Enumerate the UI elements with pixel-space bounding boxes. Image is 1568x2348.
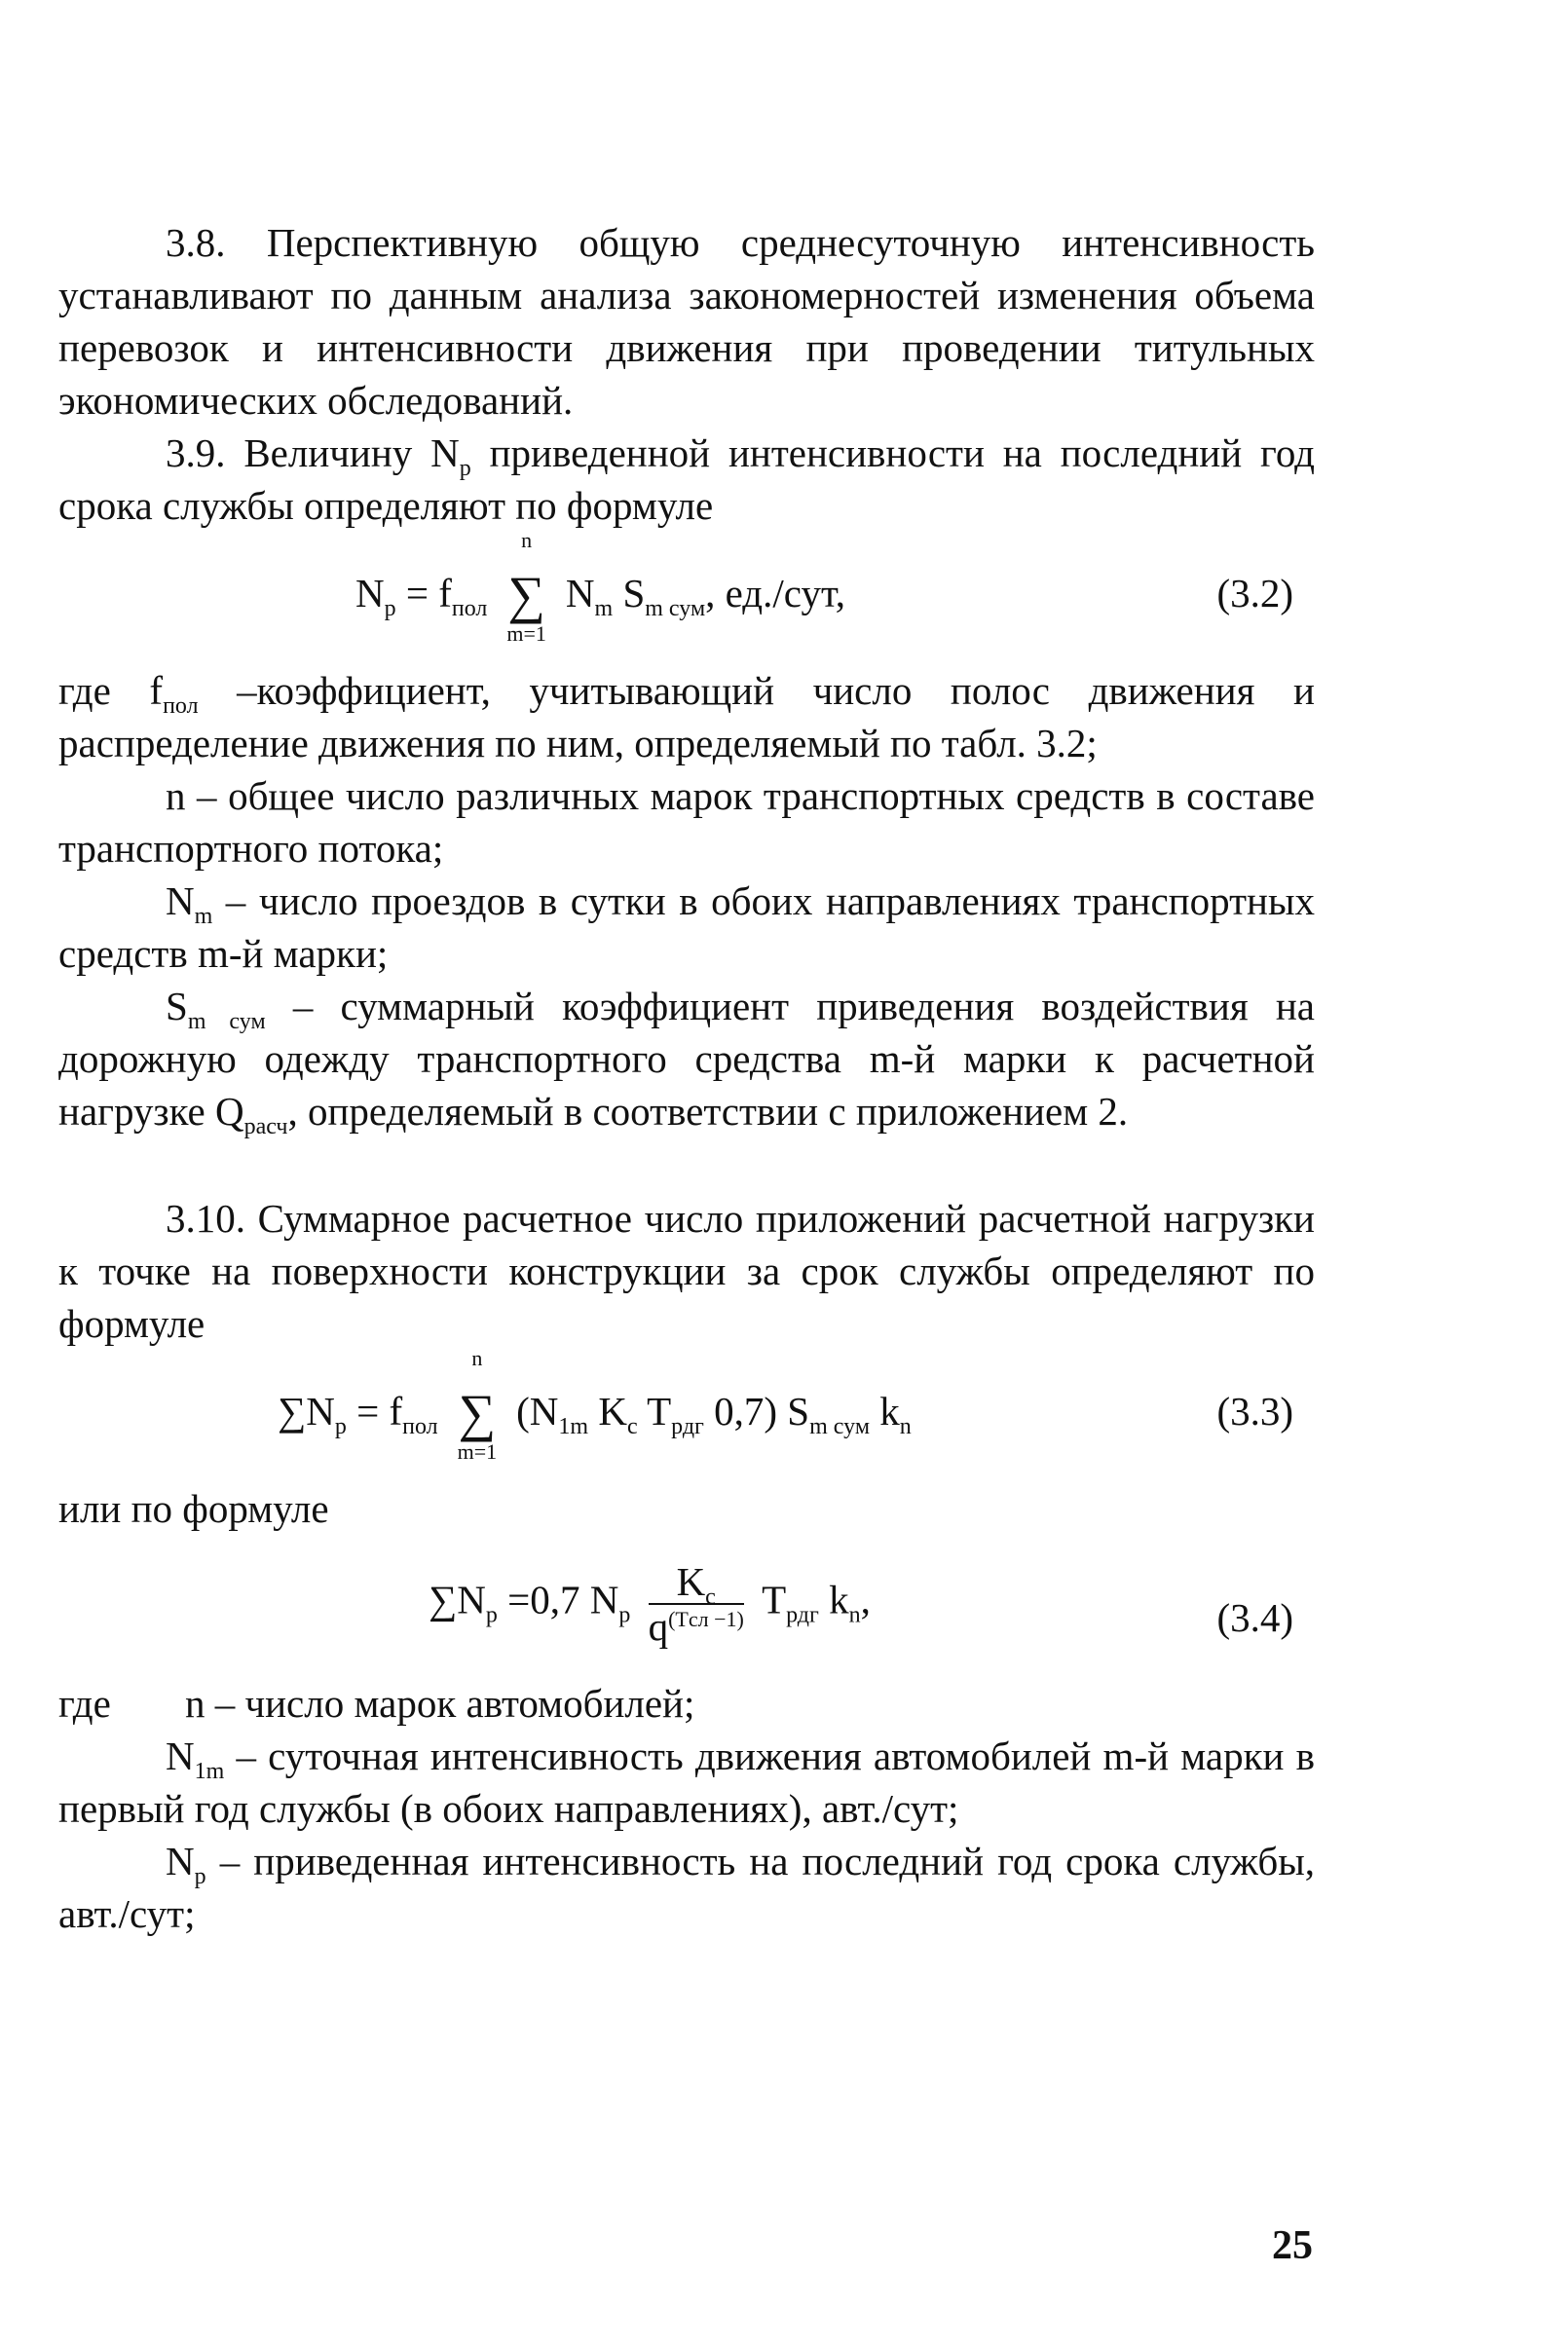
text: приведенной интенсивности на последний год срока службы определяют по формуле (58, 430, 1315, 528)
subscript: р (485, 1602, 498, 1628)
formula-number: (3.3) (1216, 1389, 1293, 1434)
subscript: пол (163, 693, 199, 719)
page-number: 25 (1272, 2223, 1313, 2268)
paragraph-3-10: 3.10. Суммарное расчетное число приложений расчетной нагрузки к точке на поверхности конструкции за срок службы определяют по формуле (58, 1196, 1315, 1346)
sigma: ∑ (507, 566, 545, 624)
or-by-formula: или по формуле (58, 1486, 329, 1531)
definition-fpol (58, 664, 1315, 769)
symbol: ∑N (278, 1389, 335, 1434)
definition-nm (58, 875, 1315, 980)
sum-upper-limit: n (521, 528, 533, 552)
text: – суммарный коэффициент приведения воздействия на дорожную одежду транспортного средства m-й марки к расчетной нагрузке Q (58, 984, 1316, 1134)
definition-np (58, 1835, 1315, 1940)
symbol: S (613, 571, 646, 615)
symbol: = f (346, 1389, 403, 1434)
text: N (166, 878, 195, 923)
units: , ед./сут, (705, 571, 846, 615)
symbol: =0,7 N (497, 1577, 619, 1622)
numerator (649, 1559, 744, 1610)
sum-upper-limit: n (471, 1346, 483, 1370)
subscript: m (194, 904, 213, 929)
subscript: рдг (671, 1414, 704, 1439)
definition-sm (58, 980, 1315, 1137)
subscript: пол (402, 1414, 438, 1439)
subscript: р (384, 596, 396, 621)
page-content (58, 216, 1315, 1940)
formula-3-2 (58, 528, 1315, 656)
subscript: рдг (786, 1602, 819, 1628)
text: N (166, 1733, 195, 1778)
subscript: n (899, 1414, 912, 1439)
formula-number: (3.2) (1216, 571, 1293, 615)
subscript: 1m (194, 1759, 225, 1784)
symbol: k (870, 1389, 900, 1434)
symbol: = f (395, 571, 452, 615)
symbol: , (860, 1577, 871, 1622)
text: – суточная интенсивность движения автомобилей m-й марки в первый год службы (в обоих направлениях), авт./сут; (58, 1733, 1315, 1831)
text: S (166, 984, 188, 1028)
symbol: K (588, 1389, 627, 1434)
denominator (649, 1605, 744, 1648)
symbol: N (355, 571, 385, 615)
subscript: р (459, 456, 471, 481)
sum-sign (448, 1346, 506, 1464)
subscript: c (705, 1584, 716, 1610)
text: N (166, 1839, 195, 1883)
definition-n-marks: n – число марок автомобилей; (185, 1681, 695, 1726)
formula-body (429, 1560, 871, 1648)
symbol: (N (516, 1389, 559, 1434)
subscript: 1m (558, 1414, 589, 1439)
text: –коэффициент, учитывающий число полос движения и распределение движения по ним, определяемый по табл. 3.2; (58, 668, 1315, 765)
sum-lower-limit: m=1 (506, 621, 546, 646)
text: где f (58, 668, 164, 713)
paragraph-3-9 (58, 427, 1315, 532)
subscript: n (848, 1602, 861, 1628)
subscript: m сум (809, 1414, 870, 1439)
text: – число проездов в сутки в обоих направлениях транспортных средств m-й марки; (58, 878, 1315, 976)
subscript: m (594, 596, 614, 621)
symbol: 0,7) S (703, 1389, 810, 1434)
symbol: q (648, 1604, 669, 1649)
definition-row-n (58, 1677, 1315, 1730)
subscript: пол (451, 596, 488, 621)
subscript: m сум (187, 1009, 266, 1034)
symbol: T (637, 1389, 672, 1434)
symbol: T (762, 1577, 787, 1622)
subscript: c (626, 1414, 638, 1439)
sum-sign (498, 528, 556, 646)
definition-n1m (58, 1730, 1315, 1835)
subscript: р (334, 1414, 347, 1439)
symbol: K (676, 1559, 706, 1604)
fraction (649, 1560, 744, 1648)
formula-body (355, 528, 846, 646)
subscript: р (194, 1864, 206, 1889)
subscript: m сум (645, 596, 706, 621)
sigma: ∑ (458, 1384, 497, 1442)
sum-lower-limit: m=1 (457, 1439, 498, 1464)
text: 3.9. Величину N (166, 430, 460, 475)
where-label: где (58, 1681, 111, 1726)
text: , определяемый в соответствии с приложением 2. (287, 1089, 1129, 1134)
subscript: р (618, 1602, 631, 1628)
paragraph-3-8: 3.8. Перспективную общую среднесуточную интенсивность устанавливают по данным анализа закономерностей изменения объема перевозок и интенсивности движения при проведении титульных экономических обследований. (58, 220, 1315, 423)
formula-3-4 (58, 1543, 1315, 1669)
symbol: k (818, 1577, 849, 1622)
symbol: N (565, 571, 595, 615)
superscript: (Tсл −1) (668, 1607, 744, 1631)
text: – приведенная интенсивность на последний год срока службы, авт./сут; (58, 1839, 1315, 1936)
formula-body (278, 1346, 912, 1464)
formula-number: (3.4) (1216, 1595, 1293, 1640)
formula-3-3 (58, 1346, 1315, 1474)
spacer (58, 1137, 1315, 1192)
symbol: ∑N (429, 1577, 486, 1622)
subscript: расч (243, 1114, 288, 1139)
definition-n: n – общее число различных марок транспортных средств в составе транспортного потока; (58, 773, 1315, 871)
